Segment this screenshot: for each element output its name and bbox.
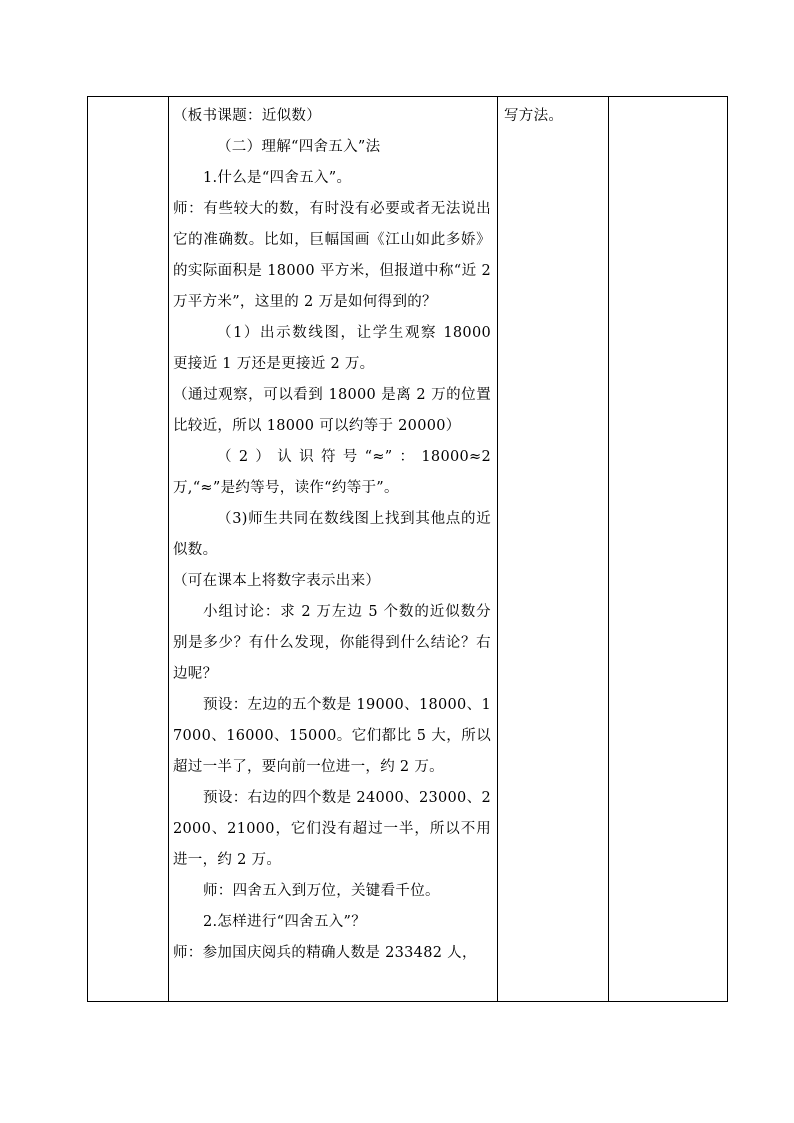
table-row xyxy=(88,97,728,1002)
table-cell-teaching-process xyxy=(169,97,498,1002)
paragraph: （板书课题：近似数） xyxy=(173,108,321,124)
paragraph: 预设：左边的五个数是 19000、18000、17000、16000、15000。它们都比 5 大，所以超过一半了，要向前一位进一，约 2 万。 xyxy=(173,697,491,775)
paragraph: （2）认识符号“≈”：18000≈2 万,“≈”是约等号，读作“约等于”。 xyxy=(173,449,491,496)
paragraph: 预设：右边的四个数是 24000、23000、22000、21000，它们没有超过一半，所以不用进一，约 2 万。 xyxy=(173,790,491,868)
paragraph: 2.怎样进行“四舍五入”？ xyxy=(203,914,367,930)
paragraph: （1）出示数线图，让学生观察 18000 更接近 1 万还是更接近 2 万。 xyxy=(173,325,491,372)
paragraph: （通过观察，可以看到 18000 是离 2 万的位置比较近，所以 18000 可以约等于 20000） xyxy=(173,387,491,434)
paragraph: 1.什么是“四舍五入”。 xyxy=(203,170,352,186)
paragraph: 小组讨论：求 2 万左边 5 个数的近似数分别是多少？有什么发现，你能得到什么结论？右边呢？ xyxy=(173,604,491,682)
paragraph: （可在课本上将数字表示出来） xyxy=(173,573,381,589)
paragraph: 师：有些较大的数，有时没有必要或者无法说出它的准确数。比如，巨幅国画《江山如此多娇》的实际面积是 18000 平方米，但报道中称“近 2 万平方米”，这里的 2 万是如何得到的？ xyxy=(173,201,491,310)
design-intent-text: 写方法。 xyxy=(504,108,564,124)
paragraph: 师：四舍五入到万位，关键看千位。 xyxy=(203,883,440,899)
paragraph: 师：参加国庆阅兵的精确人数是 233482 人， xyxy=(173,945,477,961)
paragraph: （二）理解“四舍五入”法 xyxy=(217,139,381,155)
table-cell-design-intent xyxy=(498,97,609,1002)
lesson-plan-table xyxy=(87,96,728,1002)
paragraph: （3)师生共同在数线图上找到其他点的近似数。 xyxy=(173,511,491,558)
table-cell-col4 xyxy=(609,97,728,1002)
table-cell-col1 xyxy=(88,97,169,1002)
